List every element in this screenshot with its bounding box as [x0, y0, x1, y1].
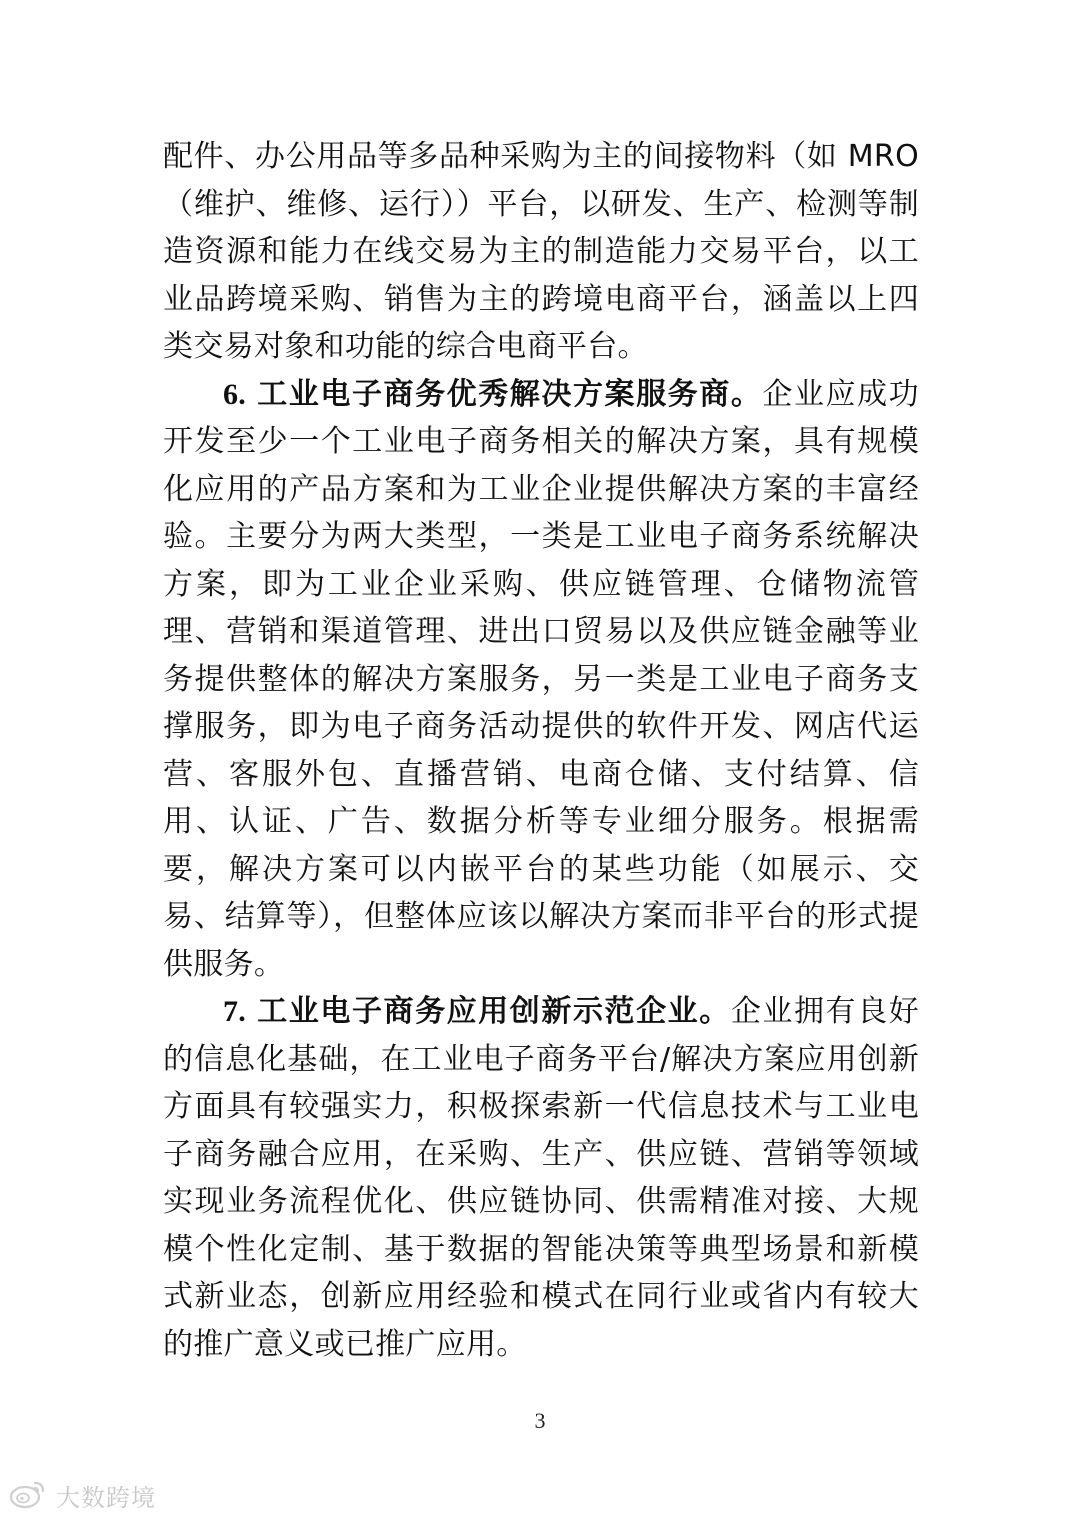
item-number: 6. [223, 377, 247, 411]
item-heading: 工业电子商务优秀解决方案服务商。 [257, 376, 763, 412]
item-heading: 工业电子商务应用创新示范企业。 [257, 994, 731, 1029]
document-body [163, 133, 919, 1368]
item-number: 7. [223, 995, 247, 1028]
paragraph-item-7 [163, 988, 919, 1368]
paragraph-continuation [163, 133, 919, 371]
paragraph-text: 企业拥有良好的信息化基础，在工业电子商务平台/解决方案应用创新方面具有较强实力，积极探索新一代信息技术与工业电子商务融合应用，在采购、生产、供应链、营销等领域实现业务流程优化、供应链协同、供需精准对接、大规模个性化定制、基于数据的智能决策等典型场景和新模式新业态，创新应用经验和模式在同行业或省内有较大的推广意义或已推广应用。 [163, 994, 919, 1362]
watermark-text: 大数跨境 [56, 1483, 156, 1512]
watermark [8, 1475, 156, 1515]
paragraph-item-6 [163, 371, 919, 989]
paragraph-text: 配件、办公用品等多品种采购为主的间接物料（如 MRO（维护、维修、运行））平台，以研发、生产、检测等制造资源和能力在线交易为主的制造能力交易平台，以工业品跨境采购、销售为主的跨境电商平台，涵盖以上四类交易对象和功能的综合电商平台。 [163, 139, 919, 364]
weibo-logo-icon [8, 1477, 48, 1513]
paragraph-text: 企业应成功开发至少一个工业电子商务相关的解决方案，具有规模化应用的产品方案和为工业企业提供解决方案的丰富经验。主要分为两大类型，一类是工业电子商务系统解决方案，即为工业企业采购、供应链管理、仓储物流管理、营销和渠道管理、进出口贸易以及供应链金融等业务提供整体的解决方案服务，另一类是工业电子商务支撑服务，即为电子商务活动提供的软件开发、网店代运营、客服外包、直播营销、电商仓储、支付结算、信用、认证、广告、数据分析等专业细分服务。根据需要，解决方案可以内嵌平台的某些功能（如展示、交易、结算等），但整体应该以解决方案而非平台的形式提供服务。 [163, 376, 919, 982]
page-number: 3 [534, 1408, 546, 1433]
